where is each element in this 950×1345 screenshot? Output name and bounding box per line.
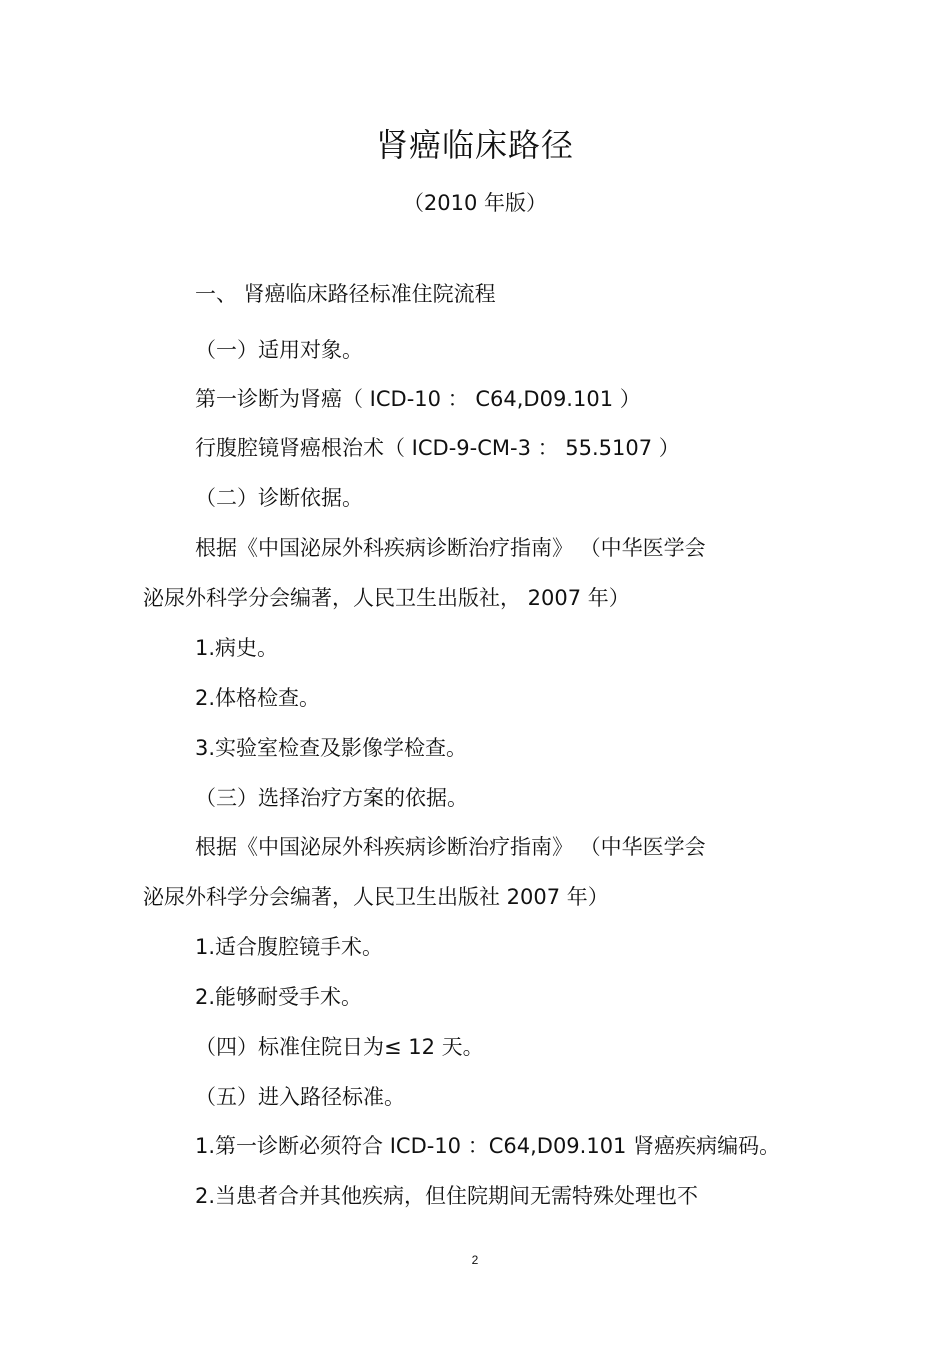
list-item: 1.适合腹腔镜手术。 [195, 935, 384, 959]
body-line: 根据《中国泌尿外科疾病诊断治疗指南》 （中华医学会 [195, 536, 706, 560]
body-line: 行腹腔镜肾癌根治术（ ICD-9-CM-3 ： 55.5107 ） [195, 436, 680, 460]
subsection-heading: （五）进入路径标准。 [195, 1085, 405, 1109]
page-number: 2 [471, 1253, 479, 1267]
subsection-heading: （四）标准住院日为≤ 12 天。 [195, 1035, 484, 1059]
list-item: 2.体格检查。 [195, 686, 321, 710]
document-title: 肾癌临床路径 [375, 126, 574, 164]
subsection-heading: （一）适用对象。 [195, 338, 363, 362]
section-heading: 一、 肾癌临床路径标准住院流程 [195, 282, 496, 306]
list-item: 1.第一诊断必须符合 ICD-10 ：C64,D09.101 肾癌疾病编码。 [195, 1134, 781, 1158]
body-line: 根据《中国泌尿外科疾病诊断治疗指南》 （中华医学会 [195, 835, 706, 859]
subsection-heading: （三）选择治疗方案的依据。 [195, 786, 468, 810]
body-line: 泌尿外科学分会编著，人民卫生出版社， 2007 年） [143, 586, 630, 610]
body-line: 第一诊断为肾癌（ ICD-10 ： C64,D09.101 ） [195, 387, 641, 411]
document-subtitle: （2010 年版） [402, 191, 548, 215]
body-line: 泌尿外科学分会编著，人民卫生出版社 2007 年） [143, 885, 609, 909]
list-item: 3.实验室检查及影像学检查。 [195, 736, 468, 760]
list-item: 1.病史。 [195, 636, 279, 660]
subsection-heading: （二）诊断依据。 [195, 486, 363, 510]
list-item: 2.当患者合并其他疾病，但住院期间无需特殊处理也不 [195, 1184, 699, 1208]
list-item: 2.能够耐受手术。 [195, 985, 363, 1009]
